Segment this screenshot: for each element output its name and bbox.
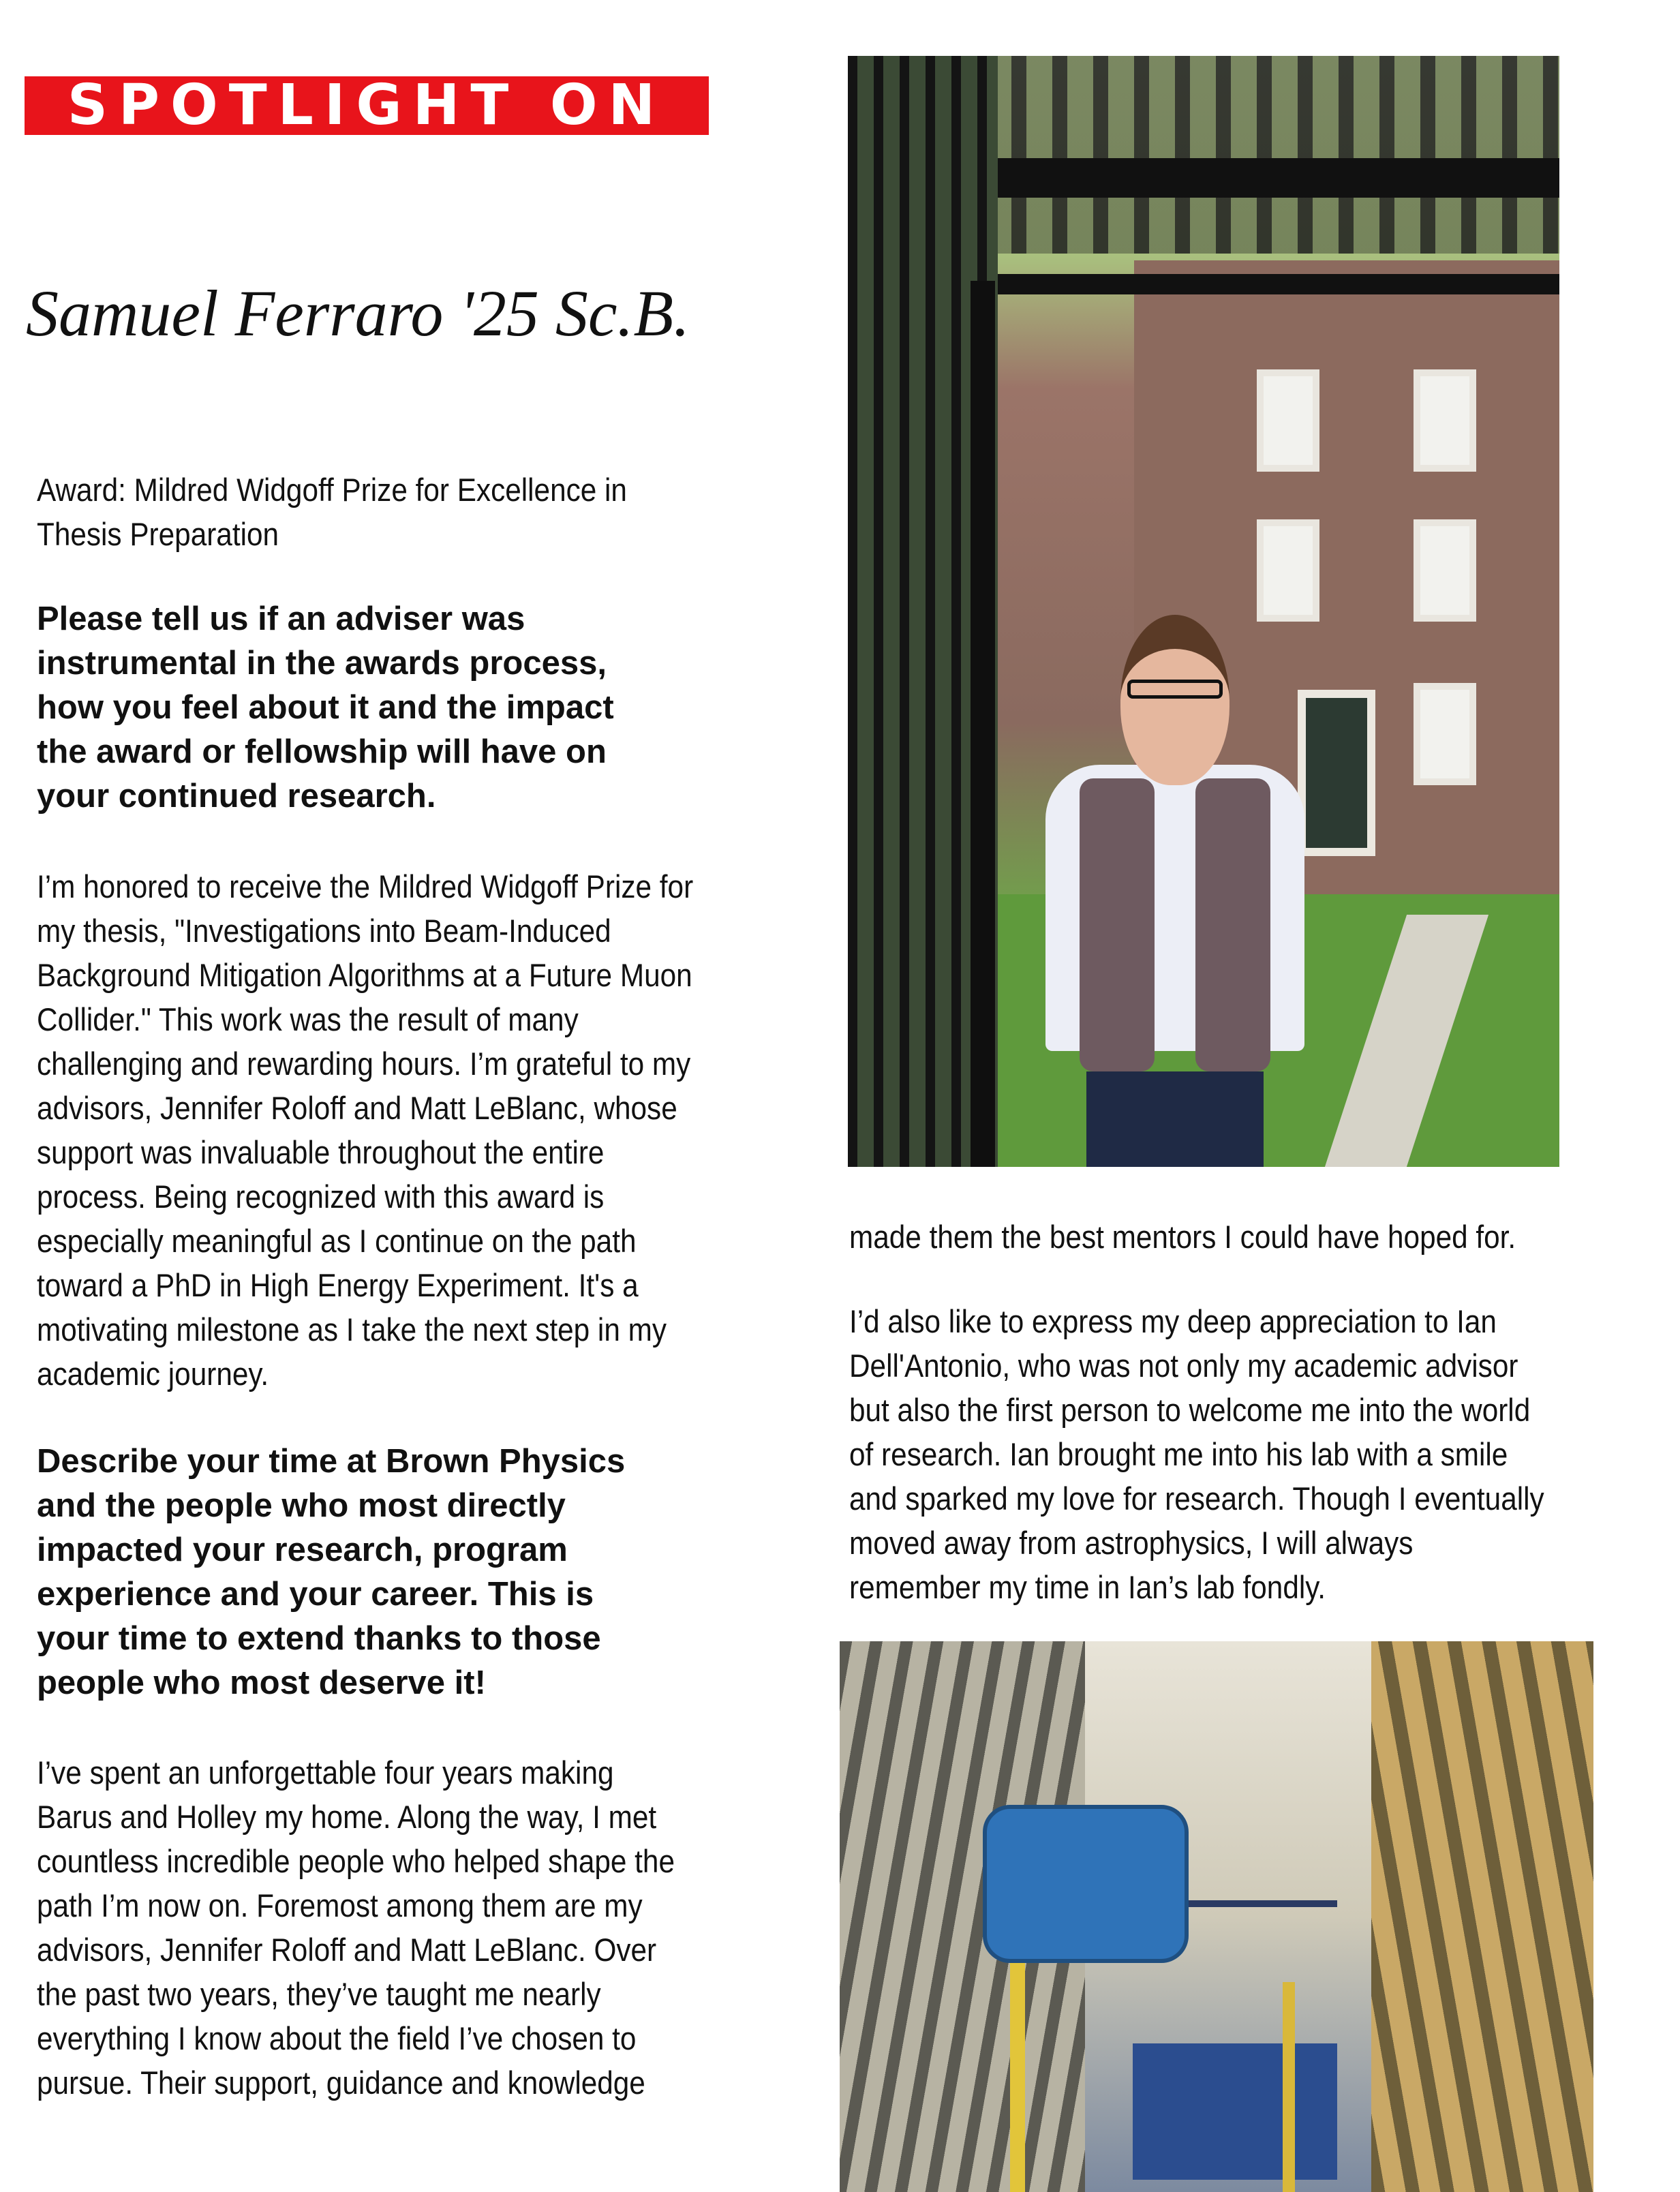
vest <box>1195 778 1270 1071</box>
building-window <box>1257 519 1319 622</box>
pants <box>1086 1071 1264 1167</box>
glasses <box>1127 680 1223 699</box>
vest <box>1080 778 1155 1071</box>
yellow-scaffold <box>1010 1948 1025 2192</box>
question-adviser: Please tell us if an adviser was instrumental in the awards process, how you feel about it and the impact the award or fellowship will have on your continued research. <box>37 600 614 815</box>
building-window <box>1414 519 1476 622</box>
answer-brown-physics-part2: made them the best mentors I could have hoped for. <box>849 1219 1516 1255</box>
blue-detector-barrel <box>983 1805 1189 1963</box>
answer-brown-physics-part1: I’ve spent an unforgettable four years making Barus and Holley my home. Along the way, I met countless incredible people who helped shape the path I’m now on. Foremost among them are my advisors, Jennifer Roloff and Matt LeBlanc. Over the past two years, they’ve taught me nearly everything I know about the field I’ve chosen to pursue. Their support, guidance and knowledge <box>37 1754 675 2101</box>
cavern-floor <box>1133 2043 1337 2180</box>
building-window <box>1414 683 1476 785</box>
iron-gate-post <box>971 281 995 1167</box>
student-figure <box>1032 615 1318 1167</box>
answer-brown-physics-part3: I’d also like to express my deep appreciation to Ian Dell'Antonio, who was not only my academic advisor but also the first person to welcome me into the world of research. Ian brought me into his lab with a smile and sparked my love for research. Though I eventually moved away from astrophysics, I will always remember my time in Ian’s lab fondly. <box>849 1303 1544 1605</box>
award-text: Award: Mildred Widgoff Prize for Excellence in Thesis Preparation <box>37 472 627 552</box>
yellow-scaffold <box>1283 1982 1295 2192</box>
question-brown-physics: Describe your time at Brown Physics and the people who most directly impacted your research, program experience and your career. This is your time to extend thanks to those people who most deserve it! <box>37 1443 626 1701</box>
building-window <box>1257 369 1319 472</box>
particle-detector-photo <box>840 1641 1593 2192</box>
detector-structure-right <box>1371 1641 1593 2192</box>
portrait-photo <box>848 56 1559 1167</box>
building-window <box>1414 369 1476 472</box>
head <box>1120 615 1230 785</box>
page-title: Samuel Ferraro '25 Sc.B. <box>26 277 690 350</box>
spotlight-banner: SPOTLIGHT ON <box>25 76 709 135</box>
answer-adviser: I’m honored to receive the Mildred Widgoff Prize for my thesis, "Investigations into Beam-Induced Background Mitigation Algorithms at a Future Muon Collider." This work was the result of many challenging and rewarding hours. I’m grateful to my advisors, Jennifer Roloff and Matt LeBlanc, whose support was invaluable throughout the entire process. Being recognized with this award is especially meaningful as I continue on the path toward a PhD in High Energy Experiment. It's a motivating milestone as I take the next step in my academic journey. <box>37 868 694 1392</box>
